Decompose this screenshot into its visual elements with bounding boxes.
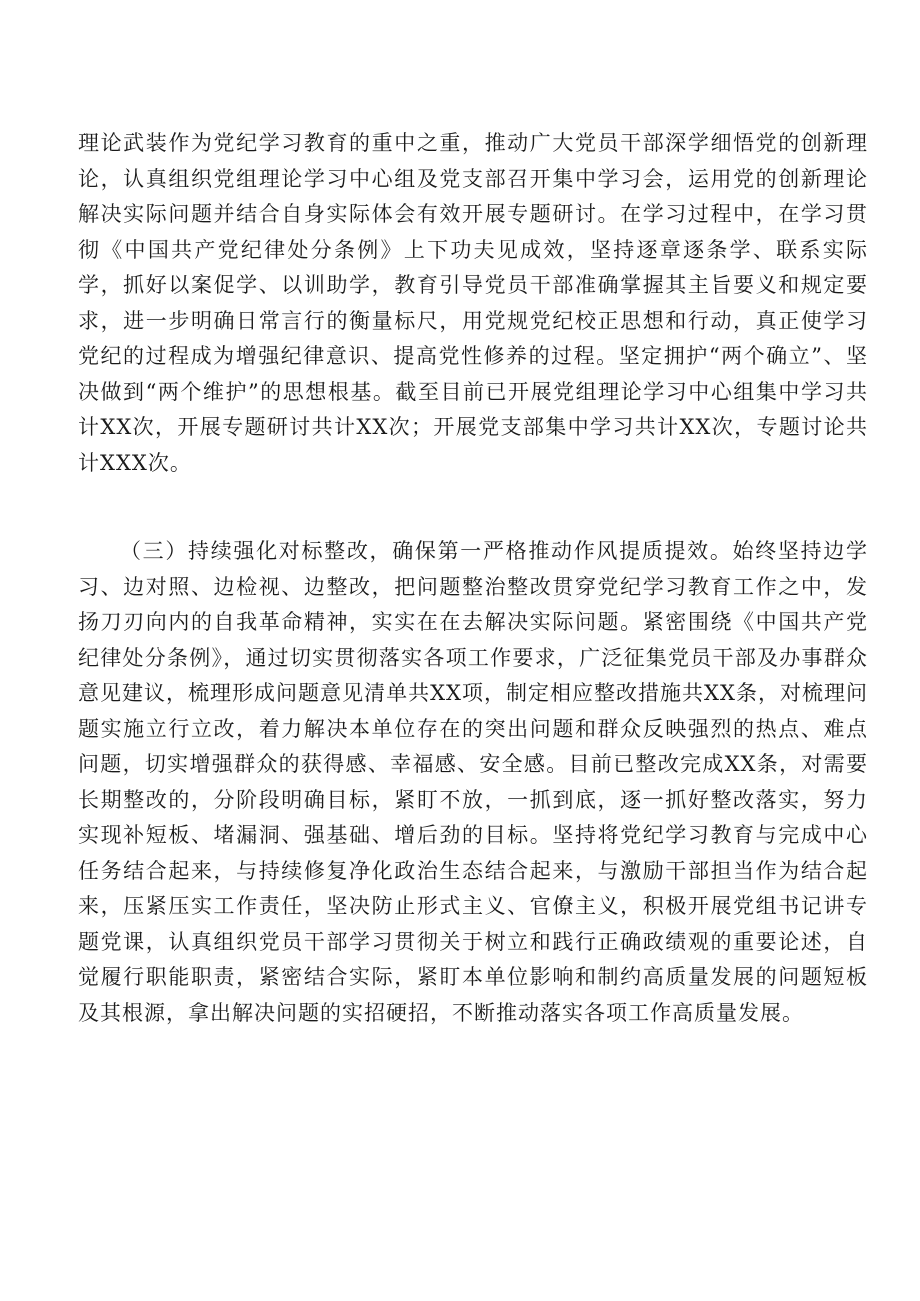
paragraph-rectification: （三）持续强化对标整改，确保第一严格推动作风提质提效。始终坚持边学习、边对照、边检视、边整改，把问题整治整改贯穿党纪学习教育工作之中，发扬刀刃向内的自我革命精神，实实在在去解决实际问题。紧密围绕《中国共产党纪律处分条例》，通过切实贯彻落实各项工作要求，广泛征集党员干部及办事群众意见建议，梳理形成问题意见清单共XX项，制定相应整改措施共XX条，对梳理问题实施立行立改，着力解决本单位存在的突出问题和群众反映强烈的热点、难点问题，切实增强群众的获得感、幸福感、安全感。目前已整改完成XX条，对需要长期整改的，分阶段明确目标，紧盯不放，一抓到底，逐一抓好整改落实，努力实现补短板、堵漏洞、强基础、增后劲的目标。坚持将党纪学习教育与完成中心任务结合起来，与持续修复净化政治生态结合起来，与激励干部担当作为结合起来，压紧压实工作责任，坚决防止形式主义、官僚主义，积极开展党组书记讲专题党课，认真组织党员干部学习贯彻关于树立和践行正确政绩观的重要论述，自觉履行职能职责，紧密结合实际，紧盯本单位影响和制约高质量发展的问题短板及其根源，拿出解决问题的实招硬招，不断推动落实各项工作高质量发展。 (78, 539, 868, 1025)
paragraph-theory-study: 理论武装作为党纪学习教育的重中之重，推动广大党员干部深学细悟党的创新理论，认真组织党组理论学习中心组及党支部召开集中学习会，运用党的创新理论解决实际问题并结合自身实际体会有效开展专题研讨。在学习过程中，在学习贯彻《中国共产党纪律处分条例》上下功夫见成效，坚持逐章逐条学、联系实际学，抓好以案促学、以训助学，教育引导党员干部准确掌握其主旨要义和规定要求，进一步明确日常言行的衡量标尺，用党规党纪校正思想和行动，真正使学习党纪的过程成为增强纪律意识、提高党性修养的过程。坚定拥护“两个确立”、坚决做到“两个维护”的思想根基。截至目前已开展党组理论学习中心组集中学习共计XX次，开展专题研讨共计XX次；开展党支部集中学习共计XX次，专题讨论共计XXX次。 (78, 131, 868, 475)
